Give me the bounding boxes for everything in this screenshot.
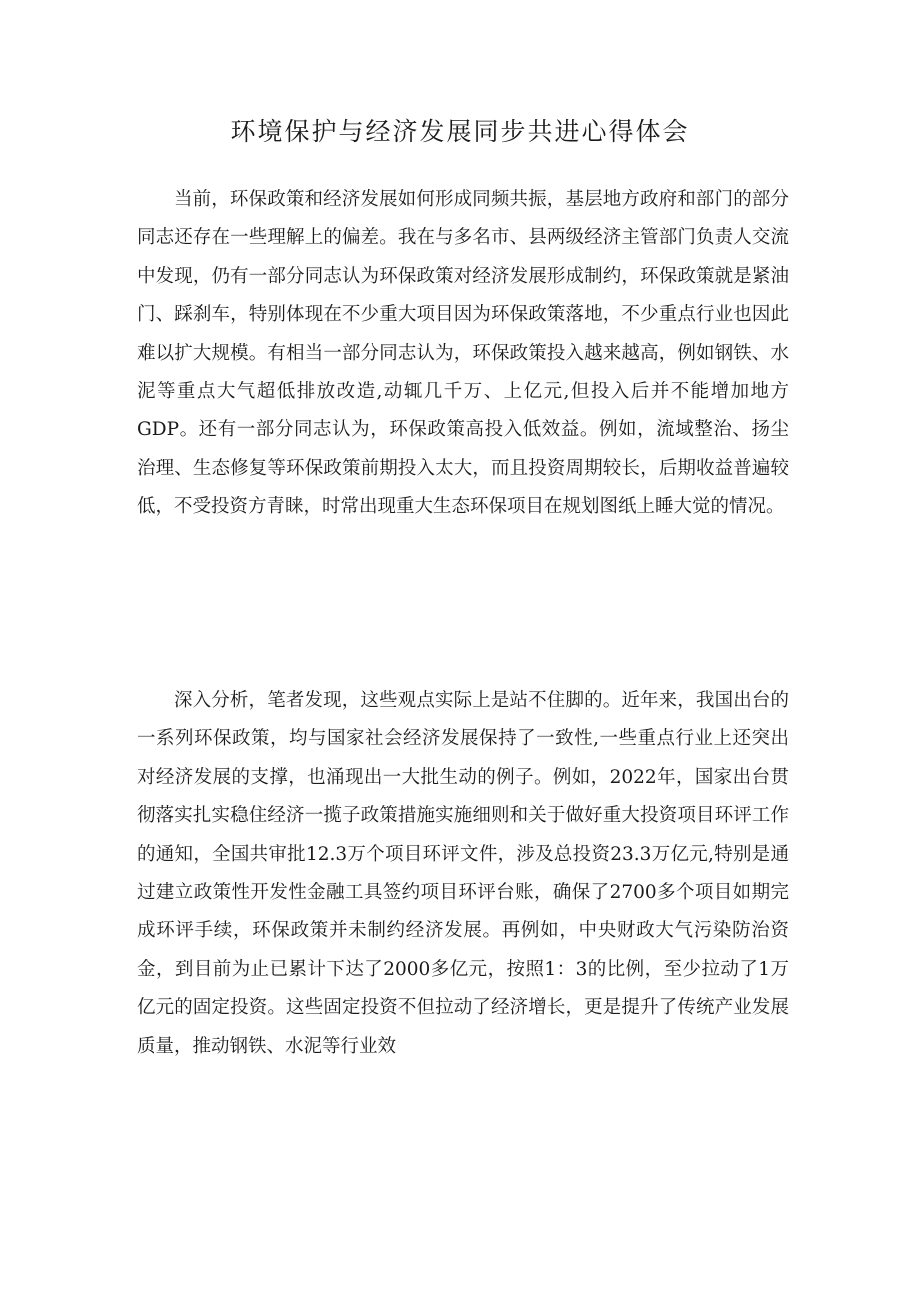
paragraph-2: 深入分析，笔者发现，这些观点实际上是站不住脚的。近年来，我国出台的一系列环保政策，均与国家社会经济发展保持了一致性,一些重点行业上还突出对经济发展的支撑，也涌现出一大批生动的例子。例如，2022年，国家出台贯彻落实扎实稳住经济一揽子政策措施实施细则和关于做好重大投资项目环评工作的通知，全国共审批12.3万个项目环评文件，涉及总投资23.3万亿元,特别是通过建立政策性开发性金融工具签约项目环评台账，确保了2700多个项目如期完成环评手续，环保政策并未制约经济发展。再例如，中央财政大气污染防治资金，到目前为止已累计下达了2000多亿元，按照1：3的比例，至少拉动了1万亿元的固定投资。这些固定投资不但拉动了经济增长，更是提升了传统产业发展质量，推动钢铁、水泥等行业效 [137, 690, 789, 1057]
document-title: 环境保护与经济发展同步共进心得体会 [230, 117, 690, 146]
paragraph-1: 当前，环保政策和经济发展如何形成同频共振，基层地方政府和部门的部分同志还存在一些理解上的偏差。我在与多名市、县两级经济主管部门负责人交流中发现，仍有一部分同志认为环保政策对经济发展形成制约，环保政策就是紧油门、踩刹车，特别体现在不少重大项目因为环保政策落地，不少重点行业也因此难以扩大规模。有相当一部分同志认为，环保政策投入越来越高，例如钢铁、水泥等重点大气超低排放改造,动辄几千万、上亿元,但投入后并不能增加地方GDP。还有一部分同志认为，环保政策高投入低效益。例如，流域整治、扬尘治理、生态修复等环保政策前期投入太大，而且投资周期较长，后期收益普遍较低，不受投资方青睐，时常出现重大生态环保项目在规划图纸上睡大觉的情况。 [137, 189, 789, 518]
